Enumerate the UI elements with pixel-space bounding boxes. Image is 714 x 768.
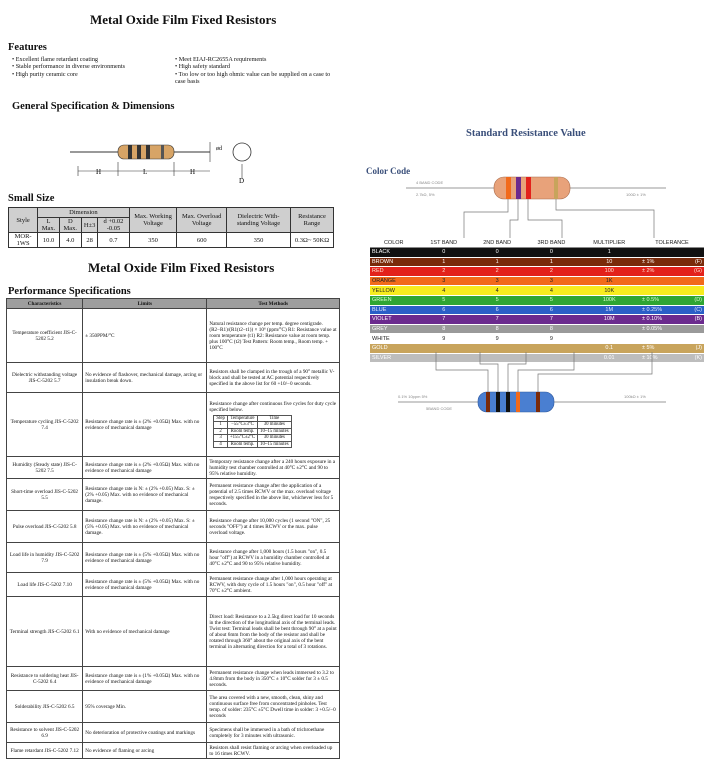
cell-test-method: Natural resistance change per temp. degree centigrade. (R2−R1)/(R1(t2−t1)) × 10⁶ (ppm/°C) R1: Resistance value at room temperature (t1) R2: Resistance value at room temp. plus 100°C (t2) Test Pattern: Room temp., Room temp. + 100°C [207, 309, 340, 363]
multiplier-value: 1K [579, 276, 640, 286]
table-row [7, 597, 340, 667]
cell-test-method: The area covered with a new, smooth, clean, shiny and continuous surface free from concentrated pinholes. Test temp. of solder: 235°C ±5°C Dwell time in solder: 3 +0.5/−0 seconds [207, 691, 340, 723]
th-dimension: Dimension [38, 208, 129, 218]
band-label: 0.1% 10ppm 5% [398, 394, 428, 399]
color-rows [370, 248, 704, 363]
table-row [7, 543, 340, 573]
multiplier-value: 1 [579, 248, 640, 258]
four-band-resistor-diagram [366, 172, 706, 238]
cell-limit: No evidence of flashover, mechanical damage, arcing or insulation break down. [83, 363, 207, 393]
small-size-heading: Small Size [8, 193, 55, 204]
table-row [7, 479, 340, 511]
band1-value: 5 [417, 295, 470, 305]
cell-l: 10.0 [38, 233, 60, 248]
tolerance-value [640, 334, 683, 344]
band-label: 100kΩ ± 1% [624, 394, 646, 399]
multiplier-value: 100 [579, 267, 640, 277]
th-od-label: d [103, 218, 107, 225]
table-row [7, 511, 340, 543]
tolerance-code: (F) [683, 257, 704, 267]
cell-test-method [207, 393, 340, 457]
table-header-row [9, 208, 334, 218]
cell-characteristic: Resistance to soldering heat JIS-C-5202 6.4 [7, 667, 83, 691]
tolerance-value [640, 248, 683, 258]
band1-value: 3 [417, 276, 470, 286]
cell-limit: 95% coverage Min. [83, 691, 207, 723]
band1-value: 8 [417, 324, 470, 334]
cell-characteristic: Load life JIS-C-5202 7.10 [7, 573, 83, 597]
cycle-cell: 30 minutes [258, 422, 292, 429]
th-limits: Limits [83, 299, 207, 309]
band3-value: 2 [524, 267, 578, 277]
cell-characteristic: Resistance to solvent JIS-C-5202 6.9 [7, 723, 83, 743]
band3-value: 1 [524, 257, 578, 267]
cycle-cell: 1 [214, 422, 228, 429]
color-name: RED [370, 267, 417, 277]
band-label: 2.7kΩ, 5% [416, 192, 435, 197]
feature-item: • Excellent flame retardant coating [12, 56, 172, 63]
cell-test-method: Permanent resistance change when leads immersed to 3.2 to 4.8mm from the body in 350°C ± 10°C solder for 3 ± 0.5 seconds. [207, 667, 340, 691]
th-l-max: L Max. [38, 218, 60, 233]
dim-label-l: L [143, 168, 148, 176]
feature-item: • High purity ceramic core [12, 71, 172, 78]
band2-value: 0 [470, 248, 524, 258]
tolerance-code: (K) [683, 353, 704, 363]
tolerance-code [683, 248, 704, 258]
th-3rd-band: 3RD BAND [524, 238, 578, 248]
multiplier-value: 10M [579, 315, 640, 325]
cell-characteristic: Humidity (Steady state) JIS-C-5202 7.5 [7, 457, 83, 479]
cell-test-method: Resistors shall be clamped in the trough of a 90° metallic V-block and shall be tested at AC potential respectively specified in the above list for 60 +10/−0 seconds. [207, 363, 340, 393]
tolerance-value [640, 286, 683, 296]
th-characteristics: Characteristics [7, 299, 83, 309]
small-size-table [8, 207, 334, 248]
color-row-brown [370, 257, 704, 267]
performance-table [6, 298, 340, 759]
cycle-table [213, 415, 291, 449]
cell-characteristic: Temperature coefficient JIS-C-5202 5.2 [7, 309, 83, 363]
tolerance-value: ± 5% [640, 343, 683, 353]
tolerance-code [683, 324, 704, 334]
th-tolerance: TOLERANCE [640, 238, 704, 248]
color-name: ORANGE [370, 276, 417, 286]
cycle-cell: +155°C±2°C [227, 435, 257, 442]
table-row [7, 393, 340, 457]
section-title: Metal Oxide Film Fixed Resistors [88, 260, 275, 275]
table-row [7, 691, 340, 723]
table-row [7, 573, 340, 597]
cell-characteristic: Solderability JIS-C-5202 6.5 [7, 691, 83, 723]
resistor-dimension-drawing [70, 138, 270, 186]
cell-style: MOR-1WS [9, 233, 38, 248]
color-name: YELLOW [370, 286, 417, 296]
cell-limit: No deterioration of protective coatings and markings [83, 723, 207, 743]
five-band-resistor-diagram [366, 352, 706, 416]
table-header-row [7, 299, 340, 309]
features-list-right [175, 56, 340, 86]
band2-value: 8 [470, 324, 524, 334]
multiplier-value: 0.1 [579, 343, 640, 353]
dim-label-d: D [239, 177, 245, 185]
band3-value: 6 [524, 305, 578, 315]
feature-item: • Stable performance in diverse environments [12, 63, 172, 70]
band3-value: 3 [524, 276, 578, 286]
th-test-methods: Test Methods [207, 299, 340, 309]
cell-test-method: Direct load: Resistance to a 2.5kg direct load for 10 seconds in the direction of the longitudinal axis of the terminal leads. Twist test: Terminal leads shall be bent through 90° at a point of about 6mm from the body of the resistor and shall be rotated through 360° about the original axis of the bent terminal in alternating direction for a total of 3 rotations. [207, 597, 340, 667]
cell-limit: Resistance change rate is ± (1% +0.05Ω) Max. with no evidence of mechanical damage [83, 667, 207, 691]
color-row-blue [370, 305, 704, 315]
th-d-max: D Max. [59, 218, 81, 233]
band2-value: 2 [470, 267, 524, 277]
cell-test-method: Specimens shall be immersed in a bath of trichroethane completely for 3 minutes with ultrasonic. [207, 723, 340, 743]
color-row-white [370, 334, 704, 344]
tolerance-value: ± 0.25% [640, 305, 683, 315]
dim-label-h-left: H [96, 168, 102, 176]
cycle-cell: Room temp. [227, 441, 257, 448]
cell-limit: Resistance change rate is ± (5% +0.05Ω) Max. with no evidence of mechanical damage [83, 573, 207, 597]
band1-value: 9 [417, 334, 470, 344]
color-name: VIOLET [370, 315, 417, 325]
tolerance-value: ± 2% [640, 267, 683, 277]
cell-limit: Resistance change rate is N: ± (2% +0.05) Max. S: ± (5% +0.05) Max. with no evidence of mechanical damage. [83, 511, 207, 543]
tolerance-value: ± 0.5% [640, 295, 683, 305]
cell-limit: ± 350PPM/°C [83, 309, 207, 363]
features-list-left [12, 56, 172, 78]
band3-value: 9 [524, 334, 578, 344]
cell-limit: Resistance change rate is ± (2% +0.05Ω) Max. with no evidence of mechanical damage [83, 457, 207, 479]
dim-label-h-right: H [190, 168, 196, 176]
band-label: 4 BAND CODE [416, 180, 444, 185]
th-dielectric-voltage: Dielectric With-standing Voltage [226, 208, 290, 233]
cell-mwv: 350 [129, 233, 177, 248]
cycle-cell: −55°C±3°C [227, 422, 257, 429]
cell-limit: With no evidence of mechanical damage [83, 597, 207, 667]
band3-value: 5 [524, 295, 578, 305]
th-style: Style [9, 208, 38, 233]
color-name: BLACK [370, 248, 417, 258]
feature-item: • Too low or too high ohmic value can be supplied on a case to case basis [175, 71, 340, 86]
color-row-green [370, 295, 704, 305]
dim-label-od: ød [216, 146, 222, 152]
features-heading: Features [8, 42, 47, 53]
band1-value: 4 [417, 286, 470, 296]
color-row-orange [370, 276, 704, 286]
cell-characteristic: Flame retardant JIS-C-5202 7.12 [7, 743, 83, 759]
tolerance-code [683, 286, 704, 296]
color-name: BROWN [370, 257, 417, 267]
cell-test-method: Permanent resistance change after 1,000 hours operating at RCWV, with duty cycle of 1.5 hours "on", 0.5 hour "off" at 70°C ±2°C ambient. [207, 573, 340, 597]
multiplier-value: 100K [579, 295, 640, 305]
tolerance-value: ± 1% [640, 257, 683, 267]
tolerance-code: (D) [683, 295, 704, 305]
cycle-cell: 2 [214, 428, 228, 435]
cell-limit: Resistance change rate is N: ± (2% +0.05) Max. S: ± (2% +0.05) Max. with no evidence of mechanical damage. [83, 479, 207, 511]
th-2nd-band: 2ND BAND [470, 238, 524, 248]
th-od [98, 218, 129, 233]
multiplier-value: 1M [579, 305, 640, 315]
cycle-cell: 4 [214, 441, 228, 448]
table-row [9, 233, 334, 248]
cell-range: 0.3Ω~ 50KΩ [290, 233, 333, 248]
color-name: GOLD [370, 343, 417, 353]
tolerance-code [683, 334, 704, 344]
cycle-th: Step [214, 415, 228, 422]
table-row [7, 743, 340, 759]
multiplier-value [579, 334, 640, 344]
th-max-working-voltage: Max. Working Voltage [129, 208, 177, 233]
th-max-overload-voltage: Max. Overload Voltage [177, 208, 227, 233]
band3-value: 0 [524, 248, 578, 258]
cell-test-method: Resistance change after 10,000 cycles (1 second "ON", 25 seconds "OFF") at 4 times RCWV or the max. pulse overload voltage. [207, 511, 340, 543]
cell-characteristic: Short-time overload JIS-C-5202 5.5 [7, 479, 83, 511]
th-color: COLOR [370, 238, 417, 248]
cell-characteristic: Temperature cycling JIS-C-5202 7.4 [7, 393, 83, 457]
color-code-table [370, 238, 704, 363]
band3-value: 7 [524, 315, 578, 325]
band2-value: 3 [470, 276, 524, 286]
th-od-tolerance: +0.02 -0.05 [106, 218, 124, 232]
cycle-th: Temperature [227, 415, 257, 422]
cell-test-method: Temporary resistance change after a 240 hours exposure in a humidity test chamber controlled at 40°C ±2°C and 90 to 95% relative humidity. [207, 457, 340, 479]
tolerance-value [640, 276, 683, 286]
feature-item: • High safety standard [175, 63, 340, 70]
band3-value: 4 [524, 286, 578, 296]
color-row-grey [370, 324, 704, 334]
tolerance-code: (G) [683, 267, 704, 277]
band1-value: 7 [417, 315, 470, 325]
color-row-red [370, 267, 704, 277]
tolerance-code: (B) [683, 315, 704, 325]
multiplier-value: 10K [579, 286, 640, 296]
page-title: Metal Oxide Film Fixed Resistors [90, 12, 277, 27]
band2-value: 5 [470, 295, 524, 305]
cell-limit: Resistance change rate is ± (2% +0.05Ω) Max. with no evidence of mechanical damage [83, 393, 207, 457]
multiplier-value [579, 324, 640, 334]
band1-value: 0 [417, 248, 470, 258]
table-row [7, 723, 340, 743]
tolerance-code [683, 276, 704, 286]
color-name: WHITE [370, 334, 417, 344]
band3-value: 8 [524, 324, 578, 334]
cycle-cell: 30 minutes [258, 435, 292, 442]
band2-value: 6 [470, 305, 524, 315]
band-label: 100Ω ± 1% [626, 192, 646, 197]
cell-dws: 350 [226, 233, 290, 248]
band1-value: 1 [417, 257, 470, 267]
color-code-label: Color Code [366, 166, 411, 176]
tolerance-value: ± 10% [640, 353, 683, 363]
cycle-cell: 10~15 minutes [258, 441, 292, 448]
srv-heading: Standard Resistance Value [466, 128, 586, 139]
band2-value: 4 [470, 286, 524, 296]
tolerance-code: (J) [683, 343, 704, 353]
general-spec-heading: General Specification & Dimensions [12, 101, 175, 112]
performance-heading: Performance Specifications [8, 286, 131, 297]
cell-od: 0.7 [98, 233, 129, 248]
th-multiplier: MULTIPLIER [579, 238, 640, 248]
cycle-intro: Resistance change after continuous five cycles for duty cycle specified below. [209, 400, 337, 413]
table-header-row [370, 238, 704, 248]
feature-item: • Meet EIAJ-RC2655A requirements [175, 56, 340, 63]
color-name: GREEN [370, 295, 417, 305]
cell-limit: Resistance change rate is ± (5% +0.05Ω) Max. with no evidence of mechanical damage [83, 543, 207, 573]
cell-h: 28 [81, 233, 98, 248]
th-h: H±3 [81, 218, 98, 233]
band1-value: 2 [417, 267, 470, 277]
cycle-cell: 10~15 minutes [258, 428, 292, 435]
table-row [7, 363, 340, 393]
multiplier-value: 10 [579, 257, 640, 267]
cycle-cell: 3 [214, 435, 228, 442]
tolerance-value: ± 0.10% [640, 315, 683, 325]
color-row-violet [370, 315, 704, 325]
cell-characteristic: Dielectric withstanding voltage JIS-C-5202 5.7 [7, 363, 83, 393]
cell-d: 4.0 [59, 233, 81, 248]
cell-test-method: Resistance change after 1,000 hours (1.5 hours "on", 0.5 hour "off") at RCWV in a humidity chamber controlled at 40°C ±2°C and 90 to 95% relative humidity. [207, 543, 340, 573]
tolerance-value: ± 0.05% [640, 324, 683, 334]
cycle-row [214, 441, 291, 448]
multiplier-value: 0.01 [579, 353, 640, 363]
cell-characteristic: Load life in humidity JIS-C-5202 7.9 [7, 543, 83, 573]
cell-mov: 600 [177, 233, 227, 248]
table-row [7, 457, 340, 479]
cell-characteristic: Pulse overload JIS-C-5202 5.8 [7, 511, 83, 543]
band1-value: 6 [417, 305, 470, 315]
cycle-cell: Room temp. [227, 428, 257, 435]
color-row-black [370, 248, 704, 258]
band2-value: 1 [470, 257, 524, 267]
color-name: SILVER [370, 353, 417, 363]
band-label: 5BAND CODE [426, 406, 453, 411]
band2-value: 9 [470, 334, 524, 344]
color-name: GREY [370, 324, 417, 334]
band2-value: 7 [470, 315, 524, 325]
cell-test-method: Permanent resistance change after the application of a potential of 2.5 times RCWV or the max. overload voltage respectively specified in the above list, whichever less for 5 seconds. [207, 479, 340, 511]
color-name: BLUE [370, 305, 417, 315]
color-row-yellow [370, 286, 704, 296]
cycle-th: Time [258, 415, 292, 422]
tolerance-code: (C) [683, 305, 704, 315]
cell-test-method: Resistors shall resist flaming or arcing when overloaded up to 16 times RCWV. [207, 743, 340, 759]
cell-characteristic: Terminal strength JIS-C-5202 6.1 [7, 597, 83, 667]
table-row [7, 309, 340, 363]
cell-limit: No evidence of flaming or arcing [83, 743, 207, 759]
th-resistance-range: Resistance Range [290, 208, 333, 233]
th-1st-band: 1ST BAND [417, 238, 470, 248]
table-row [7, 667, 340, 691]
